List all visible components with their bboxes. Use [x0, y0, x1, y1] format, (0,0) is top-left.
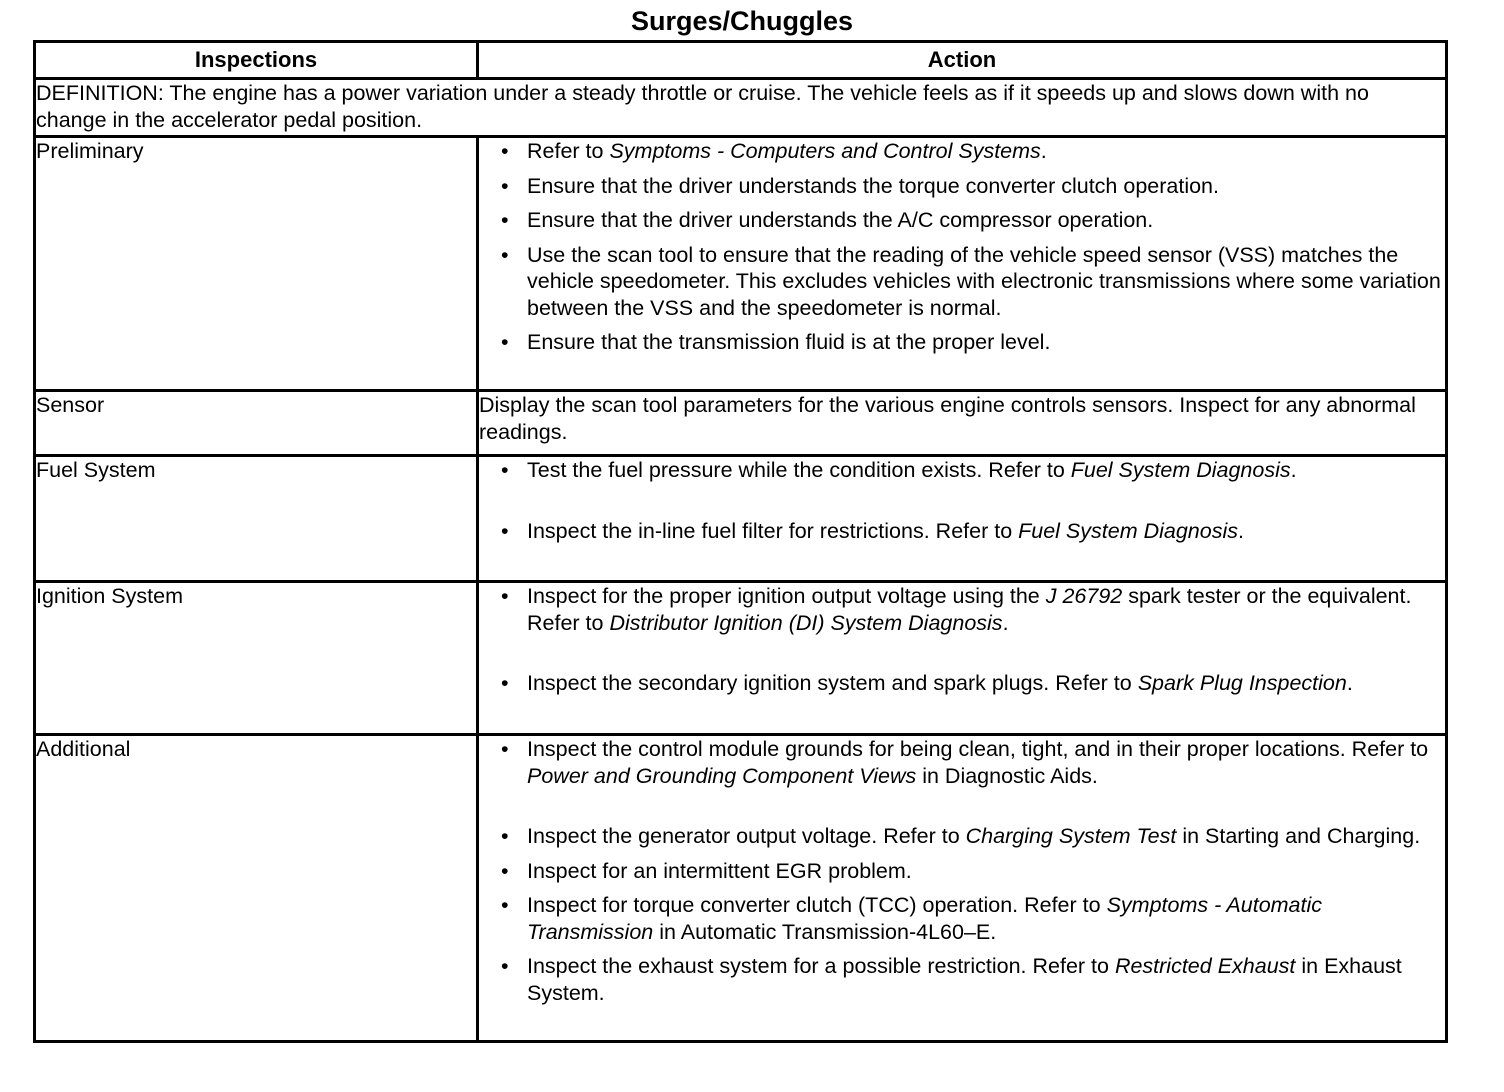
item-text: in Automatic Transmission-4L60–E.	[653, 919, 997, 944]
table-row-preliminary	[35, 137, 1447, 391]
action-list	[479, 138, 1445, 356]
action-cell-preliminary	[478, 137, 1447, 391]
item-text: Inspect for the proper ignition output voltage using the	[527, 584, 1046, 608]
header-action: Action	[478, 42, 1447, 79]
diagnostic-table	[33, 40, 1448, 1043]
list-item	[479, 823, 1445, 850]
action-list	[479, 736, 1445, 1006]
action-cell-ignition-system	[478, 582, 1447, 735]
item-text: Inspect for torque converter clutch (TCC) operation. Refer to	[527, 893, 1107, 917]
item-text: .	[1346, 671, 1353, 695]
item-reference: Symptoms - Computers and Control Systems	[609, 139, 1041, 163]
list-item: • Ensure that the transmission fluid is at the proper level.	[479, 329, 1445, 356]
inspection-label-sensor: Sensor	[35, 391, 478, 456]
inspection-label-additional: Additional	[35, 735, 478, 1042]
definition-text: The engine has a power variation under a steady throttle or cruise. The vehicle feels as if it speeds up and slows down with no change in the accelerator pedal position.	[36, 81, 1369, 132]
item-text: Inspect the exhaust system for a possible restriction. Refer to	[527, 954, 1115, 978]
list-item	[479, 518, 1445, 545]
item-reference: Fuel System Diagnosis	[1018, 518, 1238, 543]
item-text: .	[1290, 458, 1297, 482]
item-text: Inspect the generator output voltage. Refer to	[527, 824, 966, 848]
item-text: in Diagnostic Aids.	[916, 763, 1098, 788]
item-text: Inspect the secondary ignition system and spark plugs. Refer to	[527, 671, 1138, 695]
list-item	[479, 583, 1445, 636]
list-item: • Ensure that the driver understands the A/C compressor operation.	[479, 207, 1445, 234]
list-item	[479, 736, 1445, 789]
action-list	[479, 457, 1445, 544]
table-row-sensor	[35, 391, 1447, 456]
item-reference: Symptoms - Automatic Transmission	[527, 893, 1323, 944]
list-item: • Ensure that the driver understands the torque converter clutch operation.	[479, 173, 1445, 200]
item-text: Inspect the control module grounds for being clean, tight, and in their proper locations. Refer to	[527, 737, 1429, 761]
item-text: .	[1040, 139, 1047, 163]
action-cell-fuel-system	[478, 456, 1447, 582]
definition-row	[35, 79, 1447, 137]
list-item	[479, 892, 1445, 945]
header-inspections: Inspections	[35, 42, 478, 79]
item-text: in Exhaust System.	[527, 954, 1402, 1005]
inspection-label-fuel-system: Fuel System	[35, 456, 478, 582]
page-title: Surges/Chuggles	[630, 6, 854, 36]
item-text: Inspect the in-line fuel filter for restrictions. Refer to	[527, 518, 1019, 543]
list-item: • Use the scan tool to ensure that the reading of the vehicle speed sensor (VSS) matches the vehicle speedometer. This excludes vehicles with electronic transmissions where some variation between the VSS and the speedometer is normal.	[479, 242, 1445, 322]
list-item	[479, 138, 1445, 165]
list-item	[479, 670, 1445, 697]
item-text: .	[1238, 518, 1244, 543]
action-cell-additional	[478, 735, 1447, 1042]
action-list	[479, 583, 1445, 697]
item-reference: Power and Grounding Component Views	[527, 763, 917, 788]
header-row	[35, 42, 1447, 79]
table-row-additional	[35, 735, 1447, 1042]
item-text: .	[1002, 610, 1009, 635]
list-item: • Inspect for an intermittent EGR problem.	[479, 858, 1445, 885]
table-row-ignition-system	[35, 582, 1447, 735]
definition-cell	[35, 79, 1447, 137]
item-reference: Fuel System Diagnosis	[1070, 458, 1291, 482]
item-reference: Spark Plug Inspection	[1137, 671, 1347, 695]
definition-label: DEFINITION:	[36, 81, 164, 105]
item-reference: J 26792	[1045, 584, 1123, 608]
list-item	[479, 953, 1445, 1006]
list-item	[479, 457, 1445, 484]
item-text: in Starting and Charging.	[1176, 824, 1421, 848]
table-row-fuel-system	[35, 456, 1447, 582]
item-reference: Restricted Exhaust	[1114, 954, 1296, 978]
action-cell-sensor: Display the scan tool parameters for the various engine controls sensors. Inspect for any abnormal readings.	[478, 391, 1447, 456]
item-reference: Charging System Test	[965, 824, 1177, 848]
inspection-label-preliminary: Preliminary	[35, 137, 478, 391]
item-text: spark tester or the equivalent. Refer to	[527, 584, 1412, 635]
item-text: Test the fuel pressure while the condition exists. Refer to	[527, 458, 1071, 482]
item-reference: Distributor Ignition (DI) System Diagnosis	[609, 610, 1003, 635]
item-text: Refer to	[527, 139, 610, 163]
inspection-label-ignition-system: Ignition System	[35, 582, 478, 735]
